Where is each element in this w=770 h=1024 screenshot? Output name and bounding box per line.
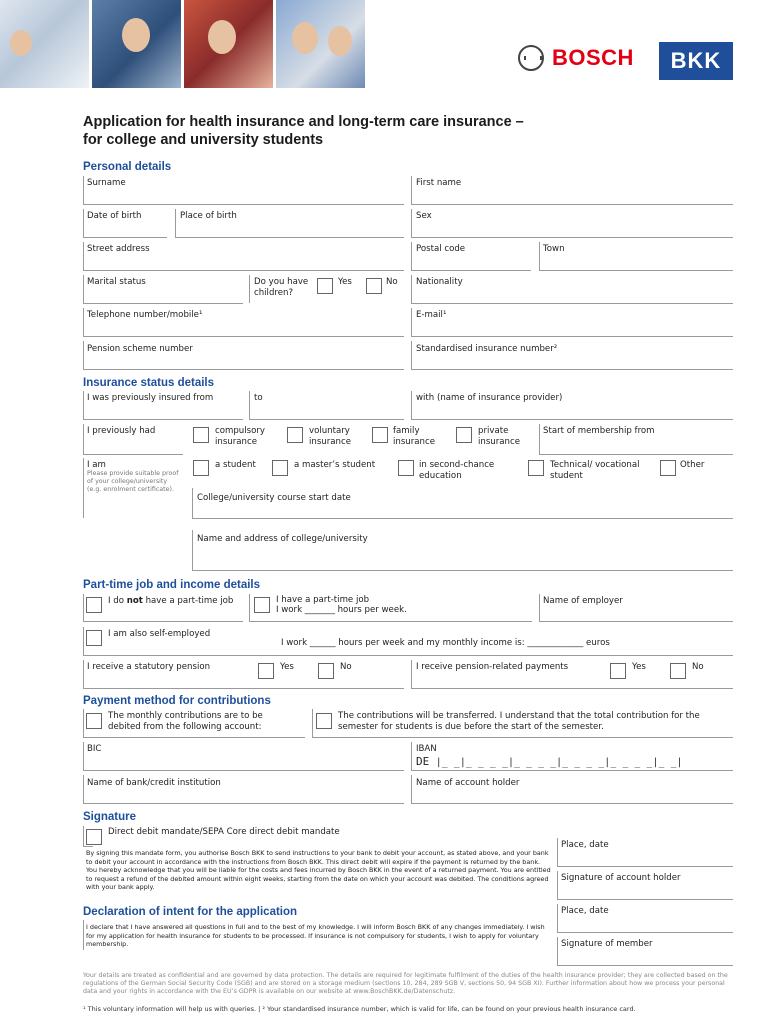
sig-member-label: Signature of member (561, 939, 653, 949)
header-photo-2 (92, 0, 181, 88)
pension-no-field[interactable] (83, 369, 404, 370)
place-date-field-1[interactable] (557, 866, 733, 867)
marital-label: Marital status (87, 277, 146, 287)
hours-per-week-label: I work _______ hours per week. (276, 605, 407, 615)
other-label: Other (680, 460, 705, 470)
college-name-label: Name and address of college/university (197, 534, 368, 544)
sex-field[interactable] (411, 237, 733, 238)
statutory-pension-yes-checkbox[interactable] (258, 663, 274, 679)
section-signature: Signature (83, 811, 137, 823)
children-question: Do you have children? (254, 277, 309, 298)
pension-payments-yes-checkbox[interactable] (610, 663, 626, 679)
masters-label: a master’s student (294, 460, 376, 470)
holder-label: Name of account holder (416, 778, 520, 788)
town-field[interactable] (539, 270, 733, 271)
have-job-label: I have a part-time job (276, 595, 370, 605)
statutory-pension-label: I receive a statutory pension (87, 662, 211, 672)
pension-payments-no-label: No (692, 662, 704, 672)
street-label: Street address (87, 244, 150, 254)
technical-checkbox[interactable] (528, 460, 544, 476)
bank-label: Name of bank/credit institution (87, 778, 221, 788)
self-employed-label: I am also self-employed (108, 629, 211, 639)
student-label: a student (215, 460, 256, 470)
phone-label: Telephone number/mobile¹ (87, 310, 203, 320)
statutory-pension-no-label: No (340, 662, 352, 672)
place-date-label-1: Place, date (561, 840, 609, 850)
iban-label: IBAN (416, 744, 437, 754)
bkk-logo: BKK (659, 42, 733, 80)
first-name-label: First name (416, 178, 462, 188)
mandate-label: Direct debit mandate/SEPA Core direct debit mandate (108, 827, 340, 837)
employer-label: Name of employer (543, 596, 623, 606)
statutory-pension-yes-label: Yes (280, 662, 294, 672)
pension-payments-label: I receive pension-related payments (416, 662, 569, 672)
course-start-field[interactable] (192, 518, 733, 519)
with-label: with (name of insurance provider) (416, 393, 563, 403)
start-membership-label: Start of membership from (543, 426, 655, 436)
postal-field[interactable] (411, 270, 531, 271)
dob-label: Date of birth (87, 211, 142, 221)
holder-field[interactable] (411, 803, 733, 804)
place-date-label-2: Place, date (561, 906, 609, 916)
student-checkbox[interactable] (193, 460, 209, 476)
family-label: family insurance (393, 426, 436, 447)
email-field[interactable] (411, 336, 733, 337)
header-photo-1 (0, 0, 89, 88)
header-photo-strip (0, 0, 365, 88)
voluntary-label: voluntary insurance (309, 426, 352, 447)
private-label: private insurance (478, 426, 521, 447)
postal-label: Postal code (416, 244, 466, 254)
section-declaration: Declaration of intent for the application (83, 906, 298, 918)
technical-label: Technical/ vocational student (550, 460, 640, 481)
children-no-label: No (386, 277, 398, 287)
have-job-checkbox[interactable] (254, 597, 270, 613)
pob-field[interactable] (175, 237, 404, 238)
debit-label: The monthly contributions are to be debited from the following account: (108, 711, 263, 732)
marital-field[interactable] (83, 303, 243, 304)
prev-from-label: I was previously insured from (87, 393, 214, 403)
voluntary-checkbox[interactable] (287, 427, 303, 443)
section-payment: Payment method for contributions (83, 695, 271, 707)
debit-checkbox[interactable] (86, 713, 102, 729)
children-yes-label: Yes (338, 277, 352, 287)
second-chance-checkbox[interactable] (398, 460, 414, 476)
pension-payments-yes-label: Yes (632, 662, 646, 672)
sig-holder-label: Signature of account holder (561, 873, 681, 883)
transfer-label: The contributions will be transferred. I understand that the total contribution for the semester for students is due before the start of the semester. (338, 711, 700, 732)
college-name-field[interactable] (192, 570, 733, 571)
sig-member-field[interactable] (557, 965, 733, 966)
sex-label: Sex (416, 211, 432, 221)
privacy-notice: Your details are treated as confidential and are governed by data protection. The details are required for legitimate fulfilment of the duties of the health insurance provider; they are collected based on the regulations of the German Social Security Code (SGB) and are stored on a storage medium (sections 10, 284, 289 SGB V, sections 50, 94 SGB XI). Further information about how we process your personal data and your rights in accordance with the EU’s GDPR is available on our website at www.BoschBKK.de/Datenschutz. (83, 972, 728, 996)
dob-field[interactable] (83, 237, 167, 238)
place-date-field-2[interactable] (557, 932, 733, 933)
masters-checkbox[interactable] (272, 460, 288, 476)
family-checkbox[interactable] (372, 427, 388, 443)
transfer-checkbox[interactable] (316, 713, 332, 729)
second-chance-label: in second-chance education (419, 460, 495, 481)
course-start-label: College/university course start date (197, 493, 351, 503)
sig-holder-field[interactable] (557, 899, 733, 900)
iban-field[interactable] (416, 755, 683, 768)
bank-field[interactable] (83, 803, 404, 804)
self-employed-income-line: I work ______ hours per week and my monthly income is: _____________ euros (281, 638, 610, 648)
bosch-logo (518, 45, 634, 71)
employer-field[interactable] (539, 621, 733, 622)
no-job-checkbox[interactable] (86, 597, 102, 613)
nationality-label: Nationality (416, 277, 463, 287)
email-label: E-mail¹ (416, 310, 447, 320)
street-field[interactable] (83, 270, 404, 271)
bic-label: BIC (87, 744, 102, 754)
no-job-label: I do not have a part-time job (108, 596, 234, 606)
start-membership-field[interactable] (539, 454, 733, 455)
to-field[interactable] (249, 419, 404, 420)
self-employed-checkbox[interactable] (86, 630, 102, 646)
mandate-text: By signing this mandate form, you authorise Bosch BKK to send instructions to your bank to debit your account, as stated above, and your bank to debit your account in accordance with the instructions from Bosch BKK. This direct debit will expire if the payment is returned by the bank. You hereby acknowledge that you will be liable for the costs and fees incurred by Bosch BKK in the event of a returned payment. You are entitled to request a refund of the debited amount within eight weeks, starting from the date on which your account was debited. The conditions agreed with your bank apply. (86, 849, 551, 892)
other-checkbox[interactable] (660, 460, 676, 476)
private-checkbox[interactable] (456, 427, 472, 443)
std-ins-no-label: Standardised insurance number² (416, 344, 558, 354)
std-ins-no-field[interactable] (411, 369, 733, 370)
compulsory-label: compulsory insurance (215, 426, 265, 447)
provider-field[interactable] (411, 419, 733, 420)
surname-label: Surname (87, 178, 126, 188)
statutory-pension-no-checkbox[interactable] (318, 663, 334, 679)
declaration-text: I declare that I have answered all questions in full and to the best of my knowledge. I will inform Bosch BKK of any changes immediately. I wish for my application for health insurance for students to be processed. If insurance is not compulsory for students, I wish to apply for voluntary membership. (86, 923, 545, 949)
header-photo-3 (184, 0, 273, 88)
title-line-2: for college and university students (83, 132, 324, 148)
header-photo-4 (276, 0, 365, 88)
children-no-checkbox[interactable] (366, 278, 382, 294)
surname-field[interactable] (83, 204, 404, 205)
pob-label: Place of birth (180, 211, 237, 221)
town-label: Town (543, 244, 565, 254)
page-title (83, 113, 603, 149)
iban-slots: |_ _|_ _ _ _|_ _ _ _|_ _ _ _|_ _ _ _|_ _| (435, 757, 683, 768)
bosch-armature-icon (518, 45, 544, 71)
phone-field[interactable] (83, 336, 404, 337)
section-parttime: Part-time job and income details (83, 579, 261, 591)
pension-payments-no-checkbox[interactable] (670, 663, 686, 679)
first-name-field[interactable] (411, 204, 733, 205)
footnotes: ¹ This voluntary information will help us with queries. | ² Your standardised insurance number, which is valid for life, can be found on your previous health insurance card. (83, 1005, 636, 1013)
section-insurance-status: Insurance status details (83, 377, 215, 389)
to-label: to (254, 393, 263, 403)
pension-no-label: Pension scheme number (87, 344, 193, 354)
iban-prefix: DE (416, 755, 430, 768)
i-am-label: I am (87, 460, 106, 470)
title-line-1: Application for health insurance and long-term care insurance – (83, 114, 524, 130)
prev-from-field[interactable] (83, 419, 243, 420)
proof-note: Please provide suitable proof of your college/university (e.g. enrolment certificate). (87, 470, 179, 493)
compulsory-checkbox[interactable] (193, 427, 209, 443)
mandate-checkbox[interactable] (86, 829, 102, 845)
bic-field[interactable] (83, 770, 404, 771)
children-yes-checkbox[interactable] (317, 278, 333, 294)
nationality-field[interactable] (411, 303, 733, 304)
prev-had-label: I previously had (87, 426, 156, 436)
bosch-wordmark: BOSCH (552, 45, 634, 70)
section-personal-details: Personal details (83, 161, 172, 173)
